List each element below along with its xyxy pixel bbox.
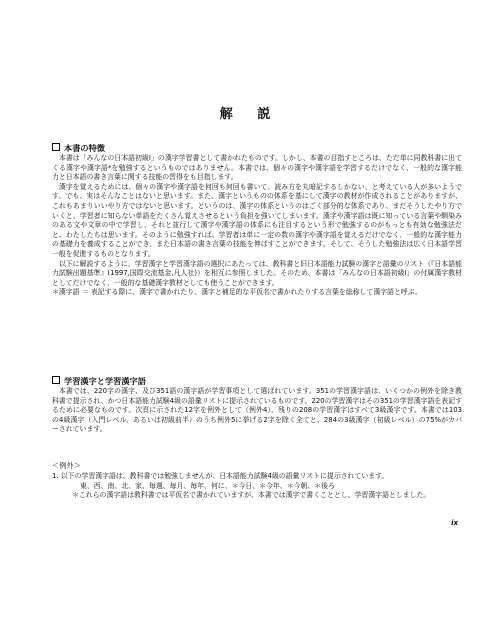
square-bullet-icon: [52, 376, 60, 384]
section-study-kanji: [52, 376, 462, 435]
exceptions-label: ＜例外＞: [52, 461, 81, 470]
paragraph: 漢字を覚えるためには、個々の漢字や漢字語を何回も何回も書いて、読み方を丸暗記するしかない、と考えている人が多いようです。でも、実はそんなことはないと思います。また、漢字というものの体系を基にして漢字の教材が作成されることがありますが、これもあまりいいやり方ではないと思います。というのは、漢字の体系というのはごく部分的な体系であり、まだそうしたやり方でいくと、学習者に知らない単語をたくさん覚えさせるという負担を強いてしまいます。漢字や漢字語は既に知っている言葉や馴染みのある文や文章の中で学習し、それと並行して漢字や漢字語の体系にも注目するという形で勉強するのがもっとも有効な勉強法だと、わたしたちは思います。そのように勉強すれば、学習者は単に一定の数の漢字や漢字語を覚えるだけでなく、一般的な漢字能力の基礎力を養成することができ、また日本語の書き言葉の技能を伸ばすことができます。そして、そうした勉強法は広く日本語学習一般を促進するものとなります。: [52, 182, 462, 258]
exception-item: [52, 472, 462, 482]
section-heading: 学習漢字と学習漢字語: [52, 376, 462, 387]
square-bullet-icon: [52, 143, 60, 151]
page-title: 解 説: [219, 107, 281, 122]
paragraph: 以下に解説するように、学習漢字と学習漢字語の選択にあたっては、教科書と旧日本語能力試験の漢字と語彙のリスト（『日本語能力試験出題基準』(1997,国際交流基金,凡人社)）を相互に参照しました。そのため、本書は「みんなの日本語初級Ⅰ」の付属漢字教材としてだけでなく、一般的な基礎漢字教材としても使うことができます。: [52, 259, 462, 287]
exception-note: ＊これらの漢字語は教科書では平仮名で書かれていますが、本書では漢字で書くこととし、学習漢字語としました。: [72, 491, 431, 500]
page-number: ix: [451, 519, 458, 527]
exception-words: 東、西、南、北、家、毎週、毎月、毎年、何に、＊今日、＊今年、＊今朝、＊後ろ: [80, 481, 335, 490]
paragraph: 本書では、220字の漢字、及び351語の漢字語が学習事項として選ばれています。351の学習漢字語は、いくつかの例外を除き教科書で提示され、かつ日本語能力試験4級の語彙リストに提示されているものです。220の学習漢字はその351の学習漢字語を表記するために必要なものです。次頁に示された12字を例外として（例外4）、残りの208の学習漢字はすべて3級漢字です。本書では103の4級漢字（入門レベル、あるいは初級前半）のうち例外5に挙げる2字を除く全てと、284の3級漢字（初級レベル）の75%がカバーされています。: [52, 387, 462, 434]
section-heading: 本書の特徴: [52, 143, 462, 154]
paragraph: 本書は「みんなの日本語初級Ⅰ」の漢字学習書として書かれたものです。しかし、本書の目指すところは、ただ単に同教科書に出てくる漢字や漢字語*を勉強するというものではありません。本書では、個々の漢字や漢字語を学習するだけでなく、一般的な漢字能力と日本語の書き言葉に関する技能の習得をも目指します。: [52, 154, 462, 182]
footnote: ＊漢字語 ＝ 表記する際に、漢字で書かれたり、漢字と補足的な平仮名で書かれたりする言葉を総称して漢字語と呼ぶ。: [52, 288, 422, 297]
section-features: [52, 143, 462, 298]
item-number: 1.: [52, 472, 59, 480]
item-text: 以下の学習漢字語は、教科書では勉強しませんが、日本語能力試験4級の語彙リストに提示されています。: [60, 472, 389, 480]
exceptions-list: [52, 461, 462, 501]
